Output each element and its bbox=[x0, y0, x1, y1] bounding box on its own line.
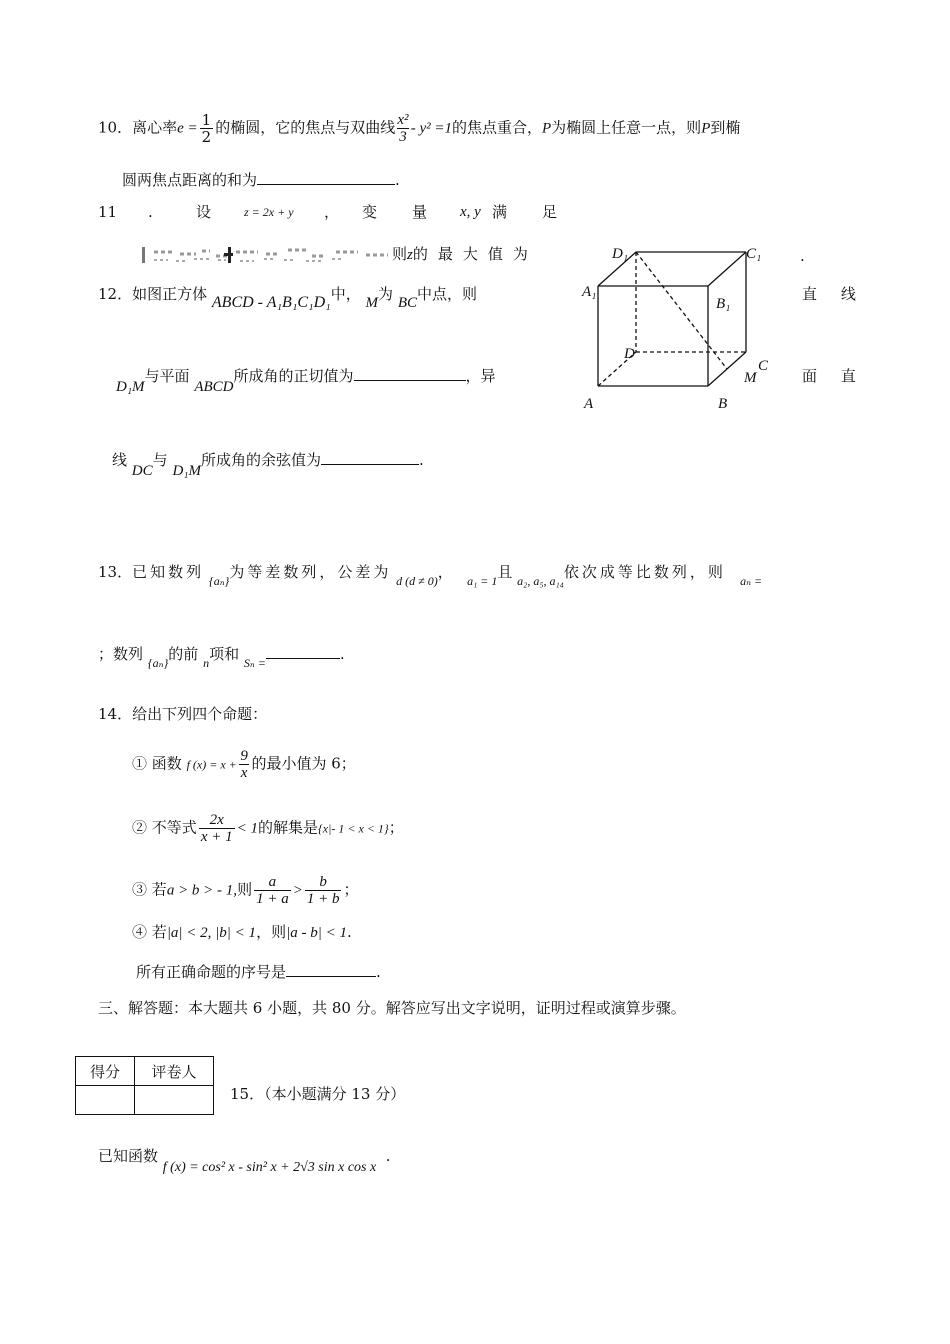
q10-number: 10． bbox=[98, 118, 133, 137]
q10-text3: 的焦点重合， bbox=[451, 118, 542, 137]
q13-end: . bbox=[339, 645, 345, 663]
q13-an-eq: aₙ = bbox=[740, 574, 763, 588]
q14-p1-den: x bbox=[240, 765, 248, 781]
q11-z: z bbox=[407, 247, 413, 263]
q13-text2: 为等差数列，公差为 bbox=[229, 563, 392, 581]
q11-vars: x, y bbox=[460, 204, 481, 220]
q10-e-expr: e = bbox=[177, 120, 198, 137]
q13-terms: a₂, a₅, a₁₄ bbox=[517, 574, 564, 588]
q12-text5: 与平面 bbox=[144, 367, 190, 385]
q14-intro-text: 给出下列四个命题： bbox=[132, 705, 268, 723]
q13-answer-blank[interactable] bbox=[266, 644, 340, 659]
q12-text6: 所成角的正切值为 bbox=[233, 367, 354, 385]
q13-text4: 且 bbox=[497, 563, 513, 581]
q11-text1: 设 bbox=[196, 203, 212, 221]
label-b: B bbox=[718, 396, 728, 412]
q12-answer2-blank[interactable] bbox=[321, 450, 419, 465]
q14-p3-end: ； bbox=[343, 880, 359, 899]
q12-right2b: 直 bbox=[840, 367, 856, 385]
q11-number: 11 bbox=[98, 203, 118, 221]
q14-p3-cond: a > b > - 1, bbox=[166, 882, 238, 899]
q11-text4: 量 bbox=[412, 203, 428, 221]
q12-answer1-blank[interactable] bbox=[354, 366, 466, 381]
q14-ask-text: 所有正确命题的序号是 bbox=[136, 963, 287, 981]
q11-text2: ， bbox=[324, 203, 340, 221]
q14-p1-num: 9 bbox=[240, 748, 248, 764]
q14-p4-cond: |a| < 2, |b| < 1 bbox=[166, 925, 257, 941]
q14-p3-frac2 bbox=[305, 874, 342, 907]
q12-text7: ，异 bbox=[465, 367, 496, 385]
q14-p1-mark: ① bbox=[132, 754, 148, 773]
q14-p2-end: ； bbox=[388, 818, 404, 837]
q14-p3-gt: > bbox=[292, 882, 303, 899]
q13-text1: 已知数列 bbox=[132, 563, 205, 581]
q10-h-num: x² bbox=[397, 112, 409, 128]
q10-answer-blank[interactable] bbox=[257, 170, 395, 185]
q14-p3-d2: 1 + b bbox=[306, 891, 340, 907]
q13-line2a: ；数列 bbox=[98, 645, 144, 663]
q14-p4-mark: ④ bbox=[132, 923, 148, 941]
q11-text6: 足 bbox=[542, 203, 558, 221]
q12-line1 bbox=[98, 284, 478, 311]
q10-line1 bbox=[98, 112, 740, 145]
q10-e-den: 2 bbox=[201, 128, 212, 146]
q12-line3a: 线 bbox=[112, 451, 128, 469]
q14-ask bbox=[136, 962, 381, 982]
q13-line2c: 项和 bbox=[209, 645, 240, 663]
q15-line1 bbox=[98, 1146, 391, 1175]
cube-figure bbox=[578, 236, 798, 416]
q14-prop3 bbox=[132, 874, 358, 907]
q14-p2-num: 2x bbox=[209, 812, 224, 828]
q10-e-num: 1 bbox=[201, 111, 212, 129]
q13-line2 bbox=[98, 644, 345, 670]
q13-n: n bbox=[203, 656, 210, 670]
q10-text4: 为椭圆上任意一点，则 bbox=[551, 118, 702, 137]
q10-end: . bbox=[395, 171, 400, 189]
q13-line2b: 的前 bbox=[168, 645, 199, 663]
q14-p4-end: . bbox=[346, 923, 352, 941]
q12-m: M bbox=[365, 295, 379, 311]
q12-abcd: ABCD bbox=[194, 379, 234, 395]
q15-title: 15．（本小题满分 13 分） bbox=[230, 1085, 406, 1103]
q14-prop4 bbox=[132, 922, 352, 943]
q13-an2: {aₙ} bbox=[147, 656, 169, 670]
q14-p4-res: |a - b| < 1 bbox=[286, 925, 347, 941]
q14-p2-set: {x|- 1 < x < 1} bbox=[317, 821, 389, 836]
q12-text3: 为 bbox=[378, 285, 394, 303]
q14-p3-frac1 bbox=[254, 874, 291, 907]
q14-p3-n1: a bbox=[268, 874, 277, 890]
q10-h-den: 3 bbox=[399, 129, 407, 145]
q14-p3-mark: ③ bbox=[132, 880, 148, 899]
q11-text8: 的最大值为 bbox=[412, 245, 538, 263]
q14-number: 14． bbox=[98, 705, 133, 723]
q12-d1m: D₁M bbox=[116, 379, 145, 395]
q10-text2: 的椭圆，它的焦点与双曲线 bbox=[215, 118, 396, 137]
q12-number: 12． bbox=[98, 285, 133, 303]
label-c1: C₁ bbox=[746, 246, 762, 262]
q14-p2-a: 不等式 bbox=[151, 818, 197, 837]
q12-end: . bbox=[419, 451, 424, 469]
q14-p4-b: ，则 bbox=[256, 923, 287, 941]
q14-p3-n2: b bbox=[319, 874, 327, 890]
score-cell[interactable] bbox=[76, 1086, 135, 1115]
q10-text5: 到椭 bbox=[710, 118, 741, 137]
q11-text7: 则 bbox=[392, 245, 408, 263]
q14-p1-b: 的最小值为 6； bbox=[251, 754, 356, 773]
grader-header: 评卷人 bbox=[135, 1057, 214, 1086]
q12-right1b: 线 bbox=[840, 285, 856, 303]
q10-e-frac bbox=[200, 112, 214, 145]
q12-cube-expr: ABCD - A₁B₁C₁D₁ bbox=[211, 294, 331, 311]
grader-cell[interactable] bbox=[135, 1086, 214, 1115]
q13-text5: 依次成等比数列，则 bbox=[563, 563, 726, 581]
q12-d1m2: D₁M bbox=[172, 463, 201, 479]
q14-p4-a: 若 bbox=[151, 923, 167, 941]
q11-expr: z = 2x + y bbox=[244, 205, 294, 219]
q10-h-rest: - y² =1 bbox=[410, 120, 452, 137]
q13-text3: ， bbox=[437, 563, 453, 581]
q12-dc: DC bbox=[131, 463, 153, 479]
q14-p3-d1: 1 + a bbox=[256, 891, 289, 907]
q14-p1-a: 函数 bbox=[151, 754, 182, 773]
q10-text1: 离心率 bbox=[132, 118, 178, 137]
q10-p2: P bbox=[701, 120, 711, 137]
score-header: 得分 bbox=[76, 1057, 135, 1086]
q14-p1-f: f (x) = x + bbox=[186, 757, 237, 772]
score-table bbox=[75, 1056, 214, 1115]
edge-b1c1 bbox=[708, 252, 746, 286]
q12-text1: 如图正方体 bbox=[132, 285, 208, 303]
q13-line1 bbox=[98, 562, 763, 588]
q12-right2 bbox=[802, 366, 856, 386]
q13-sn: Sₙ = bbox=[243, 656, 266, 670]
q14-p3-a: 若 bbox=[151, 880, 167, 899]
q12-right1a: 直 bbox=[802, 285, 818, 303]
q14-p2-b: 的解集是 bbox=[257, 818, 318, 837]
q12-text9: 所成角的余弦值为 bbox=[200, 451, 321, 469]
q12-right1 bbox=[802, 284, 856, 304]
section-three-heading: 三、解答题：本大题共 6 小题，共 80 分。解答应写出文字说明，证明过程或演算步骤。 bbox=[98, 999, 686, 1017]
label-m: M bbox=[744, 370, 757, 386]
q14-intro bbox=[98, 704, 267, 724]
q10-h-frac bbox=[397, 112, 409, 145]
q13-a1: a₁ = 1 bbox=[467, 574, 498, 588]
q14-prop1 bbox=[132, 748, 356, 781]
q14-p3-b: 则 bbox=[237, 880, 253, 899]
label-c: C bbox=[758, 358, 769, 374]
q12-text8: 与 bbox=[152, 451, 168, 469]
q14-p2-frac bbox=[199, 812, 235, 845]
q12-text4: 中点，则 bbox=[417, 285, 478, 303]
q11-constraint-image bbox=[140, 244, 392, 266]
q11-text5: 满 bbox=[492, 203, 508, 221]
q12-line3 bbox=[112, 450, 424, 479]
label-a: A bbox=[584, 396, 594, 412]
q10-line2 bbox=[122, 170, 400, 190]
q11-line1 bbox=[98, 202, 558, 222]
label-a1: A₁ bbox=[582, 284, 597, 300]
q14-p2-ineq: < 1 bbox=[236, 820, 258, 837]
q13-an: {aₙ} bbox=[208, 574, 230, 588]
label-d: D bbox=[624, 346, 635, 362]
q11-text3: 变 bbox=[362, 203, 378, 221]
q14-prop2 bbox=[132, 812, 404, 845]
q10-p1: P bbox=[542, 120, 552, 137]
q12-line2 bbox=[116, 366, 496, 395]
label-b1: B₁ bbox=[716, 296, 731, 312]
q15-end: . bbox=[385, 1147, 391, 1165]
q11-end: . bbox=[800, 247, 805, 265]
q14-p2-mark: ② bbox=[132, 818, 148, 837]
q14-p2-den: x + 1 bbox=[200, 829, 233, 845]
q11-dot: . bbox=[148, 203, 153, 221]
q13-number: 13． bbox=[98, 563, 133, 581]
q10-line2-text: 圆两焦点距离的和为 bbox=[122, 171, 258, 189]
q11-line2 bbox=[140, 244, 538, 266]
q12-text2: 中， bbox=[330, 285, 361, 303]
q14-ask-end: . bbox=[376, 963, 381, 981]
q14-answer-blank[interactable] bbox=[286, 962, 376, 977]
label-d1: D₁ bbox=[612, 246, 629, 262]
q12-right2a: 面 bbox=[802, 367, 818, 385]
q15-function: f (x) = cos² x - sin² x + 2√3 sin x cos x bbox=[162, 1160, 377, 1175]
q12-bc: BC bbox=[397, 295, 417, 311]
q14-p1-frac bbox=[239, 748, 250, 781]
q13-d: d (d ≠ 0) bbox=[396, 574, 438, 588]
q15-text1: 已知函数 bbox=[98, 1147, 159, 1165]
